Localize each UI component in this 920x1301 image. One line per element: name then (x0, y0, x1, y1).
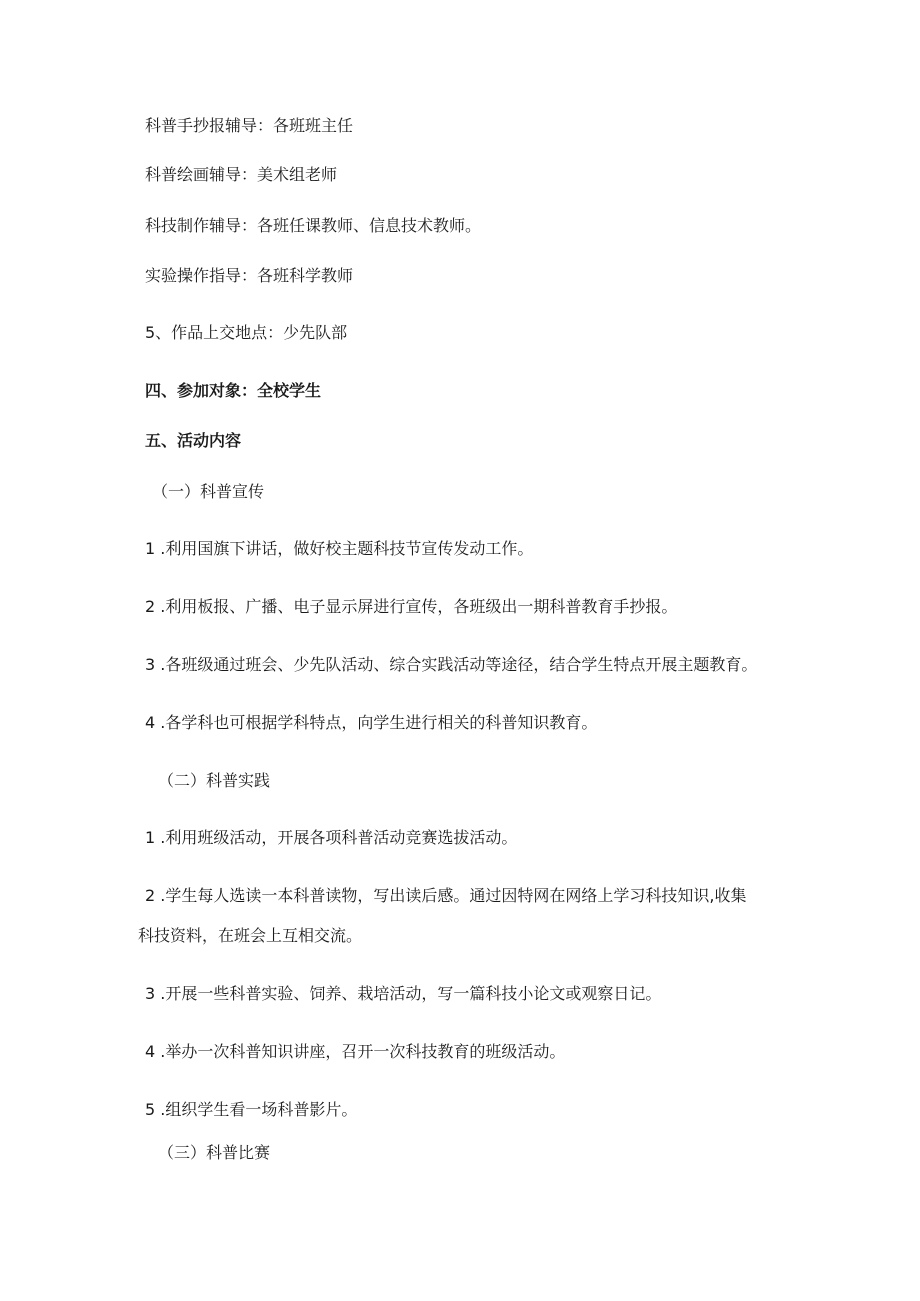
list-item: 3 .各班级通过班会、少先队活动、综合实践活动等途径，结合学生特点开展主题教育。 (145, 655, 758, 674)
list-item: 2 .学生每人选读一本科普读物，写出读后感。通过因特网在网络上学习科技知识,收集 (145, 886, 747, 905)
list-item-continuation: 科技资料，在班会上互相交流。 (138, 926, 363, 945)
text-line-submission-place: 5、作品上交地点：少先队部 (145, 323, 348, 342)
text-line-tutor-painting: 科普绘画辅导：美术组老师 (145, 165, 338, 184)
list-item: 4 .各学科也可根据学科特点，向学生进行相关的科普知识教育。 (145, 713, 598, 732)
section-heading-activity-content: 五、活动内容 (145, 431, 242, 450)
subsection-heading-practice: （二）科普实践 (158, 771, 271, 790)
section-heading-participants: 四、参加对象：全校学生 (145, 381, 322, 400)
subsection-heading-competition: （三）科普比赛 (158, 1143, 271, 1162)
text-line-tutor-making: 科技制作辅导：各班任课教师、信息技术教师。 (145, 216, 482, 235)
list-item: 5 .组织学生看一场科普影片。 (145, 1100, 358, 1119)
text-line-tutor-experiment: 实验操作指导：各班科学教师 (145, 266, 354, 285)
list-item: 1 .利用国旗下讲话，做好校主题科技节宣传发动工作。 (145, 539, 534, 558)
list-item: 2 .利用板报、广播、电子显示屏进行宣传，各班级出一期科普教育手抄报。 (145, 597, 678, 616)
list-item: 4 .举办一次科普知识讲座，召开一次科技教育的班级活动。 (145, 1042, 566, 1061)
list-item: 3 .开展一些科普实验、饲养、栽培活动，写一篇科技小论文或观察日记。 (145, 984, 662, 1003)
text-line-tutor-handcopy: 科普手抄报辅导：各班班主任 (145, 116, 354, 135)
list-item: 1 .利用班级活动，开展各项科普活动竞赛选拔活动。 (145, 828, 518, 847)
subsection-heading-propaganda: （一）科普宣传 (152, 482, 265, 501)
